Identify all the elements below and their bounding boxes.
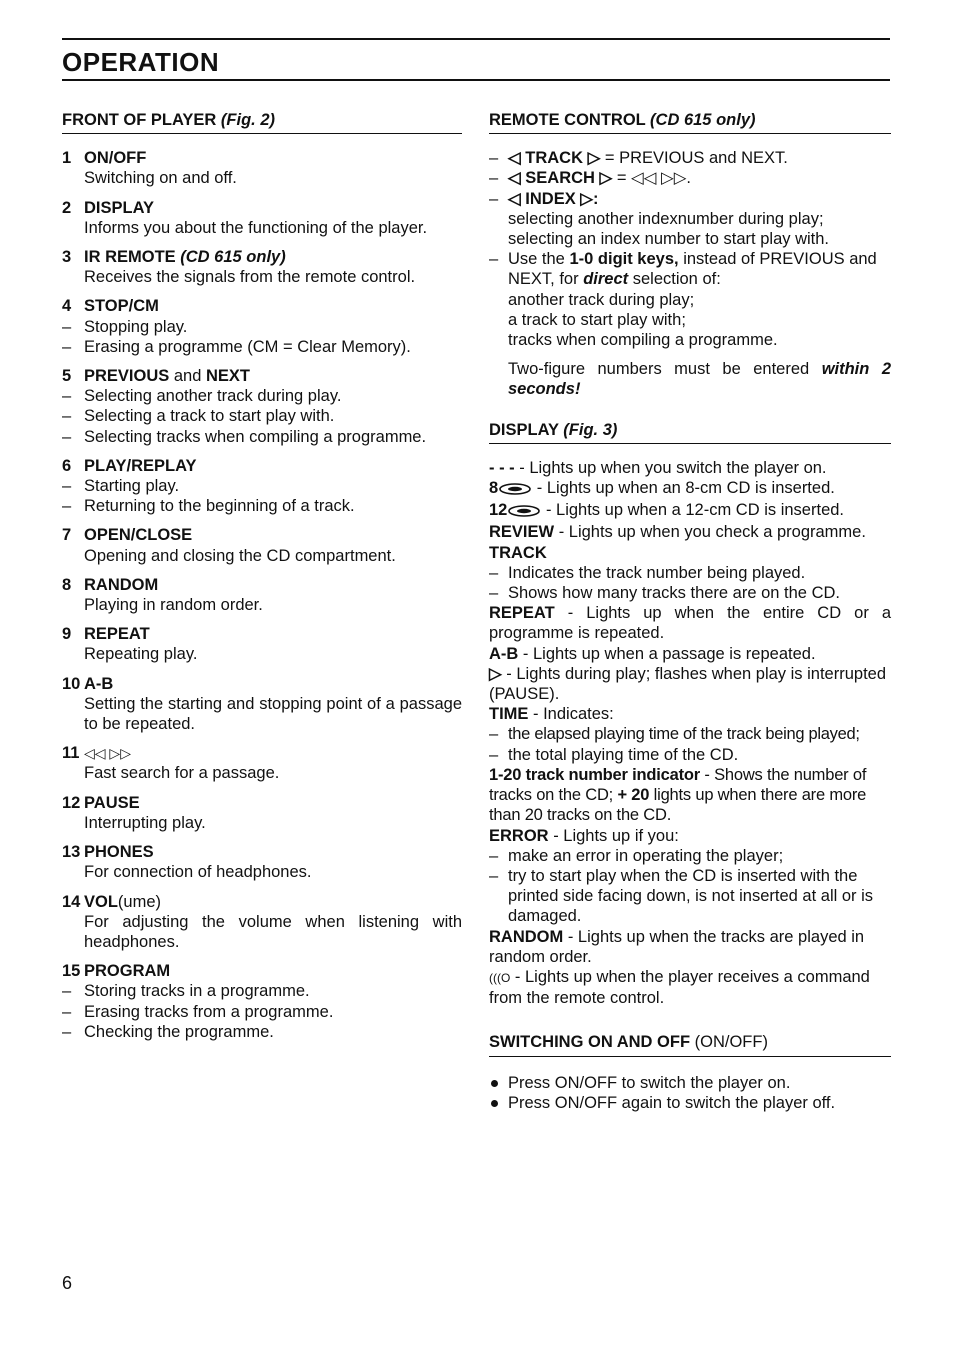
display-heading-text: DISPLAY	[489, 420, 559, 439]
remote-digit-line	[489, 249, 891, 289]
two-figure-emphasis: within 2 seconds!	[508, 360, 891, 399]
remote-control-heading	[489, 110, 891, 134]
item-label: IR REMOTE	[84, 248, 176, 267]
item-description: Receives the signals from the remote control.	[84, 268, 416, 287]
display-dashes-line	[489, 458, 891, 478]
item-number: 9	[62, 625, 72, 644]
item-description: Playing in random order.	[84, 596, 263, 615]
display-remote-line	[489, 967, 891, 1008]
item-number: 13	[62, 843, 81, 862]
control-item-display	[62, 198, 462, 238]
item-description: Informs you about the functioning of the player.	[84, 218, 428, 237]
play-icon: ▷	[489, 664, 502, 683]
list-item: – Shows how many tracks there are on the CD.	[489, 583, 891, 603]
item-description: Setting the starting and stopping point of a passage to be repeated.	[84, 694, 462, 734]
item-label: PROGRAM	[84, 962, 171, 981]
dashes-symbol: - - -	[489, 458, 515, 477]
plus20-desc: lights up when there are more than 20 tracks on the CD.	[489, 786, 867, 825]
repeat-desc: - Lights up when the entire CD or a programme is repeated.	[489, 604, 891, 643]
display-ab-line	[489, 644, 891, 664]
list-item: – Selecting another track during play.	[62, 386, 462, 406]
direct-emphasis: direct	[583, 270, 629, 289]
list-item: – Erasing a programme (CM = Clear Memory).	[62, 337, 462, 357]
track-desc: = PREVIOUS and NEXT.	[604, 149, 788, 168]
item-label-2: NEXT	[206, 367, 251, 386]
search-desc: = ◁◁ ▷▷.	[616, 169, 691, 188]
disc-icon	[498, 480, 532, 500]
item-number: 3	[62, 248, 72, 267]
list-item: – make an error in operating the player;	[489, 846, 891, 866]
list-item: – Selecting a track to start play with.	[62, 406, 462, 426]
search-key: ◁ SEARCH ▷	[508, 169, 613, 188]
remote-heading-text: REMOTE CONTROL	[489, 111, 646, 129]
indicator-label: 1-20 track number indicator	[489, 765, 701, 784]
repeat-label: REPEAT	[489, 604, 555, 623]
remote-heading-note: (CD 615 only)	[650, 111, 756, 129]
direct-post: selection of:	[632, 270, 721, 289]
list-item: selecting another indexnumber during play;	[508, 209, 824, 228]
front-heading-text: FRONT OF PLAYER	[62, 111, 217, 129]
list-item: – the total playing time of the CD.	[489, 745, 891, 765]
list-item: tracks when compiling a programme.	[508, 331, 778, 350]
list-item: – Stopping play.	[62, 317, 462, 337]
list-item: – Starting play.	[62, 476, 462, 496]
display-review-line	[489, 522, 891, 542]
display-cd8-line	[489, 478, 891, 500]
control-item-on-off	[62, 148, 462, 188]
remote-index-line	[489, 189, 891, 209]
item-label: VOL	[84, 892, 118, 911]
control-item-program	[62, 961, 462, 1042]
list-item: – Indicates the track number being played.	[489, 563, 891, 583]
item-note: (CD 615 only)	[180, 248, 286, 267]
item-number: 14	[62, 892, 81, 911]
item-label: DISPLAY	[84, 198, 154, 217]
remote-desc: - Lights up when the player receives a command from the remote control.	[489, 967, 870, 1008]
control-item-play-replay	[62, 456, 462, 517]
digit-pre: Use the	[508, 250, 565, 269]
switching-heading-suffix: (ON/OFF)	[694, 1033, 768, 1052]
switching-heading	[489, 1032, 891, 1056]
item-label: RANDOM	[84, 575, 159, 594]
review-desc: - Lights up when you check a programme.	[558, 523, 866, 542]
item-label-conjunction: and	[173, 367, 202, 386]
front-of-player-heading	[62, 110, 462, 134]
track-key: ◁ TRACK ▷	[508, 149, 601, 168]
item-label: A-B	[84, 674, 114, 693]
item-number: 15	[62, 962, 81, 981]
page-number: 6	[62, 1273, 73, 1293]
control-item-phones	[62, 842, 462, 882]
digit-keys: 1-0 digit keys,	[569, 250, 679, 269]
item-label: REPEAT	[84, 625, 150, 644]
list-item: – the elapsed playing time of the track being played;	[489, 724, 891, 744]
page-title: OPERATION	[62, 38, 890, 81]
two-figure-note	[489, 359, 891, 399]
list-item: selecting an index number to start play with.	[508, 230, 830, 249]
item-label: OPEN/CLOSE	[84, 526, 193, 545]
remote-track-line	[489, 148, 891, 168]
time-desc: - Indicates:	[533, 705, 614, 724]
list-item: – Checking the programme.	[62, 1022, 462, 1042]
list-item: – try to start play when the CD is inserted with the printed side facing down, is not inserted at all or is damaged.	[489, 866, 891, 927]
display-indicator-line	[489, 765, 891, 826]
item-label: STOP/CM	[84, 297, 159, 316]
item-number: 8	[62, 575, 72, 594]
two-figure-text: Two-figure numbers must be entered	[508, 360, 810, 379]
display-repeat-line	[489, 603, 891, 643]
time-label: TIME	[489, 705, 529, 724]
display-play-line	[489, 664, 891, 704]
dashes-desc: - Lights up when you switch the player on.	[519, 458, 827, 477]
item-label: PREVIOUS	[84, 367, 170, 386]
control-item-open-close	[62, 525, 462, 565]
item-number: 5	[62, 367, 72, 386]
item-label: PLAY/REPLAY	[84, 456, 197, 475]
indicator-desc: - Shows the number of tracks on the CD;	[489, 765, 867, 805]
list-item: – Erasing tracks from a programme.	[62, 1002, 462, 1022]
fast-search-icon: ◁◁ ▷▷	[84, 745, 131, 762]
random-label: RANDOM	[489, 927, 564, 946]
item-number: 4	[62, 297, 72, 316]
display-cd12-line	[489, 500, 891, 522]
front-heading-ref: (Fig. 2)	[220, 111, 275, 129]
list-item: – Returning to the beginning of a track.	[62, 496, 462, 516]
remote-search-line	[489, 168, 891, 188]
cd12-desc: - Lights up when a 12-cm CD is inserted.	[545, 501, 845, 520]
control-item-ir-remote	[62, 247, 462, 287]
control-item-repeat	[62, 624, 462, 664]
item-description: Opening and closing the CD compartment.	[84, 546, 396, 565]
switching-heading-text: SWITCHING ON AND OFF	[489, 1033, 691, 1052]
remote-signal-icon: (((O	[489, 970, 511, 985]
random-desc: - Lights up when the tracks are played in random order.	[489, 927, 865, 966]
item-number: 12	[62, 793, 81, 812]
item-label-suffix: (ume)	[117, 892, 162, 911]
control-item-stop-cm	[62, 296, 462, 357]
display-heading	[489, 420, 891, 444]
item-description: For adjusting the volume when listening with headphones.	[84, 912, 462, 951]
item-description: Interrupting play.	[84, 813, 206, 832]
cd8-desc: - Lights up when an 8-cm CD is inserted.	[536, 479, 835, 498]
index-key: ◁ INDEX ▷:	[508, 189, 599, 208]
list-item: a track to start play with;	[508, 310, 686, 329]
item-label: ON/OFF	[84, 149, 147, 168]
item-number: 6	[62, 456, 72, 475]
display-heading-ref: (Fig. 3)	[563, 420, 618, 439]
disc-icon	[507, 502, 541, 522]
control-item-search	[62, 743, 462, 783]
track-label: TRACK	[489, 543, 547, 562]
list-item: – Selecting tracks when compiling a programme.	[62, 427, 462, 447]
item-number: 2	[62, 198, 72, 217]
item-description: For connection of headphones.	[84, 863, 312, 882]
control-item-random	[62, 575, 462, 615]
item-number: 7	[62, 526, 72, 545]
error-label: ERROR	[489, 826, 549, 845]
item-description: Repeating play.	[84, 645, 198, 664]
item-label: PAUSE	[84, 793, 140, 812]
control-item-previous-next	[62, 366, 462, 447]
control-item-a-b	[62, 674, 462, 735]
display-time-line	[489, 704, 891, 724]
display-error-line	[489, 826, 891, 846]
cd12-label: 12	[489, 501, 508, 520]
item-number: 11	[62, 744, 80, 763]
digit-post: instead of PREVIOUS and NEXT, for	[508, 250, 877, 289]
control-item-pause	[62, 793, 462, 833]
item-number: 1	[62, 149, 72, 168]
control-item-volume	[62, 892, 462, 953]
item-description: Fast search for a passage.	[84, 764, 280, 783]
ab-label: A-B	[489, 644, 519, 663]
plus20-label: + 20	[617, 786, 650, 805]
play-desc: - Lights during play; flashes when play is interrupted (PAUSE).	[489, 664, 887, 704]
list-item: Press ON/OFF again to switch the player off.	[489, 1093, 891, 1113]
cd8-label: 8	[489, 479, 499, 498]
item-number: 10	[62, 674, 81, 693]
item-description: Switching on and off.	[84, 169, 237, 188]
display-random-line	[489, 927, 891, 967]
review-label: REVIEW	[489, 523, 555, 542]
list-item: another track during play;	[508, 290, 695, 309]
error-desc: - Lights up if you:	[553, 826, 679, 845]
item-label: PHONES	[84, 843, 154, 862]
list-item: Press ON/OFF to switch the player on.	[489, 1073, 891, 1093]
right-column	[489, 110, 891, 1113]
list-item: – Storing tracks in a programme.	[62, 981, 462, 1001]
ab-desc: - Lights up when a passage is repeated.	[522, 644, 816, 663]
front-of-player-section	[62, 110, 462, 1051]
